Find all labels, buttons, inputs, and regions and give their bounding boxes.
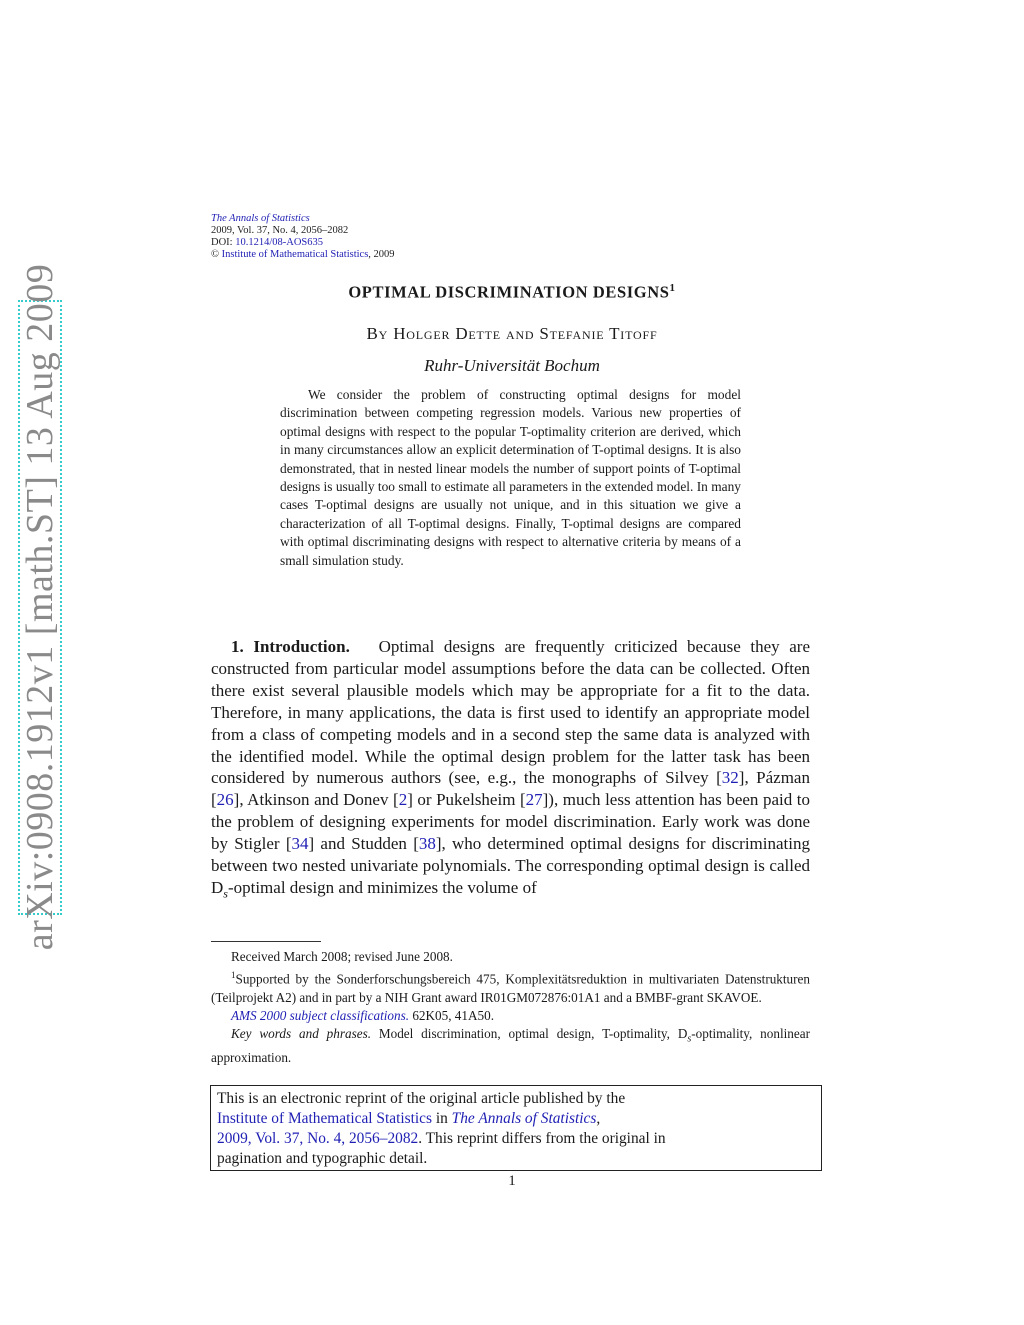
reprint-line: [217, 1109, 815, 1129]
footnotes: [211, 948, 810, 1067]
doi-label: DOI:: [211, 237, 236, 248]
citation-link[interactable]: 32: [721, 768, 739, 788]
reprint-line: [217, 1129, 815, 1149]
ams-codes: 62K05, 41A50.: [409, 1008, 495, 1023]
keywords-text: -optimality, nonlinear approximation.: [211, 1026, 810, 1066]
keywords: [211, 1025, 810, 1067]
authors: By Holger Dette and Stefanie Titoff: [366, 324, 658, 343]
page-number: 1: [508, 1173, 516, 1189]
math-subscript: s: [687, 1033, 692, 1045]
ams-link[interactable]: AMS 2000 subject classifications.: [231, 1008, 410, 1023]
journal-volume: 2009, Vol. 37, No. 4, 2056–2082: [211, 225, 349, 236]
citation-link[interactable]: 2009, Vol. 37, No. 4, 2056–2082: [217, 1130, 419, 1147]
intro-text: ], Pázman [: [211, 768, 810, 810]
intro-text: ] and Studden [: [308, 834, 419, 854]
journal-header: [211, 213, 395, 261]
title-footnote-mark: 1: [669, 282, 676, 294]
abstract: We consider the problem of constructing optimal designs for model discrimination between competing regression models. Various new properties of optimal designs with respect to the popular T-optimality criterion are derived, which in many circumstances allow an explicit determination of T-optimal designs. It is also demonstrated, that in nested linear models the number of support points of T-optimal designs is usually too small to estimate all parameters in the extended model. In many cases T-optimal designs are usually not unique, and in this situation we give a characterization of all T-optimal designs. Finally, T-optimal designs are compared with optimal discriminating designs with respect to alternative criteria by means of a small simulation study.: [280, 387, 741, 568]
reprint-line: pagination and typographic detail.: [217, 1150, 428, 1167]
reprint-text: ,: [596, 1110, 601, 1127]
support-text: Supported by the Sonderforschungsbereich 475, Komplexitätsreduktion in multivariaten Datenstrukturen (Teilprojekt A2) and in part by a NIH Grant award IR01GM072876:01A1 and a BMBF-grant SKAVOE.: [211, 971, 810, 1005]
copyright-icon: ©: [211, 249, 219, 260]
citation-link[interactable]: 38: [418, 834, 436, 854]
reprint-notice: [210, 1085, 822, 1171]
footnote-mark: 1: [231, 970, 236, 981]
math-subscript: s: [223, 886, 228, 901]
publisher-link[interactable]: Institute of Mathematical Statistics: [217, 1110, 432, 1127]
intro-text: ] or Pukelsheim [: [407, 790, 526, 810]
intro-text: ]), much less attention has been paid to the problem of designing experiments for model discrimination. Early work was done by Stigler [: [211, 790, 810, 854]
ams-classification: [211, 1007, 810, 1025]
section-heading: 1. Introduction.: [231, 637, 350, 656]
citation-link[interactable]: 27: [525, 790, 543, 810]
footnote-divider: [211, 941, 321, 942]
intro-text: ], who determined optimal designs for discriminating between two nested univariate polynomials. The corresponding optimal design is called D: [211, 834, 810, 897]
copyright-year: , 2009: [368, 249, 395, 260]
reprint-text: in: [432, 1110, 452, 1127]
intro-text: -optimal design and minimizes the volume of: [227, 877, 537, 897]
intro-text: ], Atkinson and Donev [: [233, 790, 399, 810]
doi-link[interactable]: 10.1214/08-AOS635: [235, 237, 324, 248]
publisher-link[interactable]: Institute of Mathematical Statistics: [221, 249, 369, 260]
support-note: [211, 966, 810, 1007]
journal-link[interactable]: The Annals of Statistics: [451, 1110, 597, 1127]
received-note: Received March 2008; revised June 2008.: [231, 949, 453, 964]
journal-name-link[interactable]: The Annals of Statistics: [211, 213, 310, 224]
citation-link[interactable]: 2: [398, 790, 408, 810]
citation-link[interactable]: 34: [291, 834, 309, 854]
intro-text: Optimal designs are frequently criticized because they are constructed from particular model assumptions before the data can be collected. Often there exist several plausible models which may be appropriate for a fit to the data. Therefore, in many applications, the data is first used to identify an appropriate model from a class of competing models and in a second step the same data is analyzed with the identified model. While the optimal design problem for the latter task has been considered by numerous authors (see, e.g., the monographs of Silvey [: [211, 637, 810, 788]
reprint-text: . This reprint differs from the original in: [418, 1130, 666, 1147]
citation-link[interactable]: 26: [216, 790, 234, 810]
reprint-line: This is an electronic reprint of the original article published by the: [217, 1090, 626, 1107]
paper-title-text: OPTIMAL DISCRIMINATION DESIGNS: [348, 282, 670, 302]
affiliation: Ruhr-Universität Bochum: [424, 356, 600, 375]
paper-title: [0, 282, 1024, 303]
arxiv-stamp[interactable]: arXiv:0908.1912v1 [math.ST] 13 Aug 2009: [19, 263, 61, 951]
introduction-paragraph: [211, 636, 810, 905]
keywords-label: Key words and phrases.: [231, 1026, 371, 1042]
keywords-text: Model discrimination, optimal design, T-optimality, D: [371, 1026, 688, 1042]
